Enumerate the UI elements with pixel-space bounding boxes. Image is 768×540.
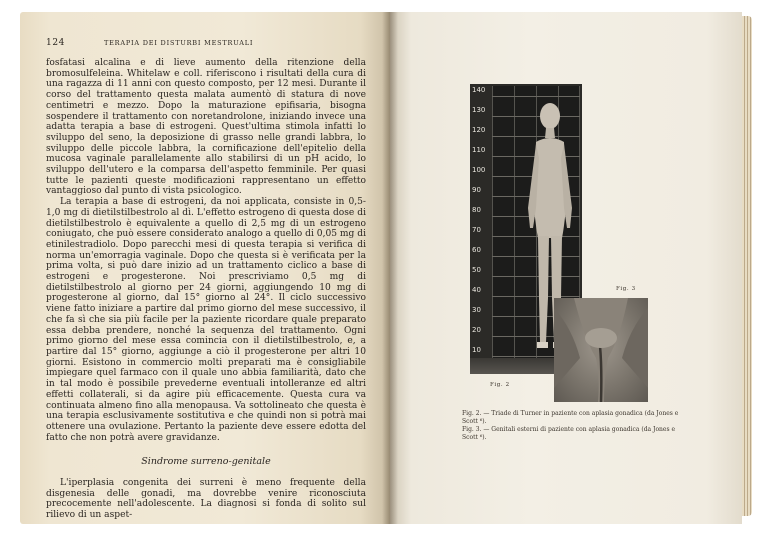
scale-tick: 30: [472, 306, 481, 314]
body-text: [46, 58, 366, 521]
figure-3-photo: [554, 298, 648, 402]
scale-tick: 10: [472, 346, 481, 354]
section-heading: Sindrome surreno-genitale: [141, 456, 271, 468]
left-page: [20, 12, 390, 524]
scale-tick: 90: [472, 186, 481, 194]
scale-tick: 50: [472, 266, 481, 274]
scale-tick: 130: [472, 106, 486, 114]
scale-tick: 60: [472, 246, 481, 254]
scale-tick: 20: [472, 326, 481, 334]
paragraph: fosfatasi alcalina e di lieve aumento della ritenzione della bromosulfeleina. Whitelaw e coll. riferiscono i risultati della cura di una ragazza di 11 anni con questo composto, per 12 mesi. Durante il corso del trattamento questa malata aumentò di statura di nove centimetri e mezzo. Dopo la maturazione epifisaria, bisogna sospendere il trattamento con noretandrolone, iniziando invece una adatta terapia a base di estrogeni. Quest'ultima stimola infatti lo sviluppo del seno, la deposizione di grasso nelle grandi labbra, lo sviluppo delle piccole labbra, la cornificazione dell'epitelio della mucosa vaginale parallelamente allo stabilirsi di un pH acido, lo sviluppo dell'utero e la comparsa dell'aspetto femminile. Per quasi tutte le pazienti queste modificazioni rappresentano un effetto vantaggioso dal punto di vista psicologico.: [46, 58, 366, 197]
figure-2-label: Fig. 2: [490, 382, 510, 388]
scale-tick: 110: [472, 146, 486, 154]
running-title: TERAPIA DEI DISTURBI MESTRUALI: [104, 39, 254, 47]
open-book: [14, 12, 752, 524]
book-spine: [382, 12, 398, 524]
right-page: [390, 12, 742, 524]
figure-3-caption: Fig. 3. — Genitali esterni di paziente con aplasia gonadica (da Jones e Scott ⁶).: [462, 426, 676, 441]
figure-2-caption: Fig. 2. — Triade di Turner in paziente con aplasia gonadica (da Jones e Scott ⁶).: [462, 410, 679, 425]
scale-tick: 100: [472, 166, 486, 174]
page-number: 124: [46, 38, 65, 48]
paragraph: L'iperplasia congenita dei surreni è meno frequente della disgenesia delle gonadi, ma dovrebbe venire riconosciuta precocemente nell'adolescente. La diagnosi si fonda di solito sul rilievo di un aspet-: [46, 478, 366, 521]
paragraph: La terapia a base di estrogeni, da noi applicata, consiste in 0,5-1,0 mg di dietilstilbestrolo al dì. L'effetto estrogeno di questa dose di dietilstilbestrolo è equivalente a quello di 2,5 mg di un estrogeno coniugato, che può essere considerato analogo a quello di 0,05 mg di etinilestradiolo. Dopo parecchi mesi di questa terapia si verifica di norma un'emorragia vaginale. Dopo che questa si è verificata per la prima volta, si può dare inizio ad un trattamento ciclico a base di estrogeni e progesterone. Noi prescriviamo 0,5 mg di dietilstilbestrolo al giorno per 24 giorni, aggiungendo 10 mg di progesterone al giorno, dal 15° giorno al 24°. Il ciclo successivo viene fatto iniziare a partire dal primo giorno del mese successivo, il che fa sì che sia più facile per la paziente ricordare quale preparato essa debba prendere, nonché la sequenza del trattamento. Ogni primo giorno del mese essa comincia con il dietilstilbestrolo, e, a partire dal 15° giorno, aggiunge a ciò il progesterone per altri 10 giorni. Esistono in commercio molti preparati ma è consigliabile impiegare quel farmaco con il quale uno abbia familiarità, dato che in tal modo è possibile prevederne eventuali intolleranze ed altri effetti collaterali, si da agire più efficacemente. Questa cura va continuata almeno fino alla menopausa. Va sottolineato che questa è una terapia esclusivamente sostitutiva e che quindi non si potrà mai ottenere una ovulazione. Pertanto la paziente deve essere edotta del fatto che non potrà avere gravidanze.: [46, 197, 366, 443]
scale-tick: 120: [472, 126, 486, 134]
scale-tick: 80: [472, 206, 481, 214]
figure-3-label: Fig. 3: [616, 286, 636, 292]
scale-tick: 70: [472, 226, 481, 234]
scale-tick: 40: [472, 286, 481, 294]
scale-tick: 140: [472, 86, 486, 94]
